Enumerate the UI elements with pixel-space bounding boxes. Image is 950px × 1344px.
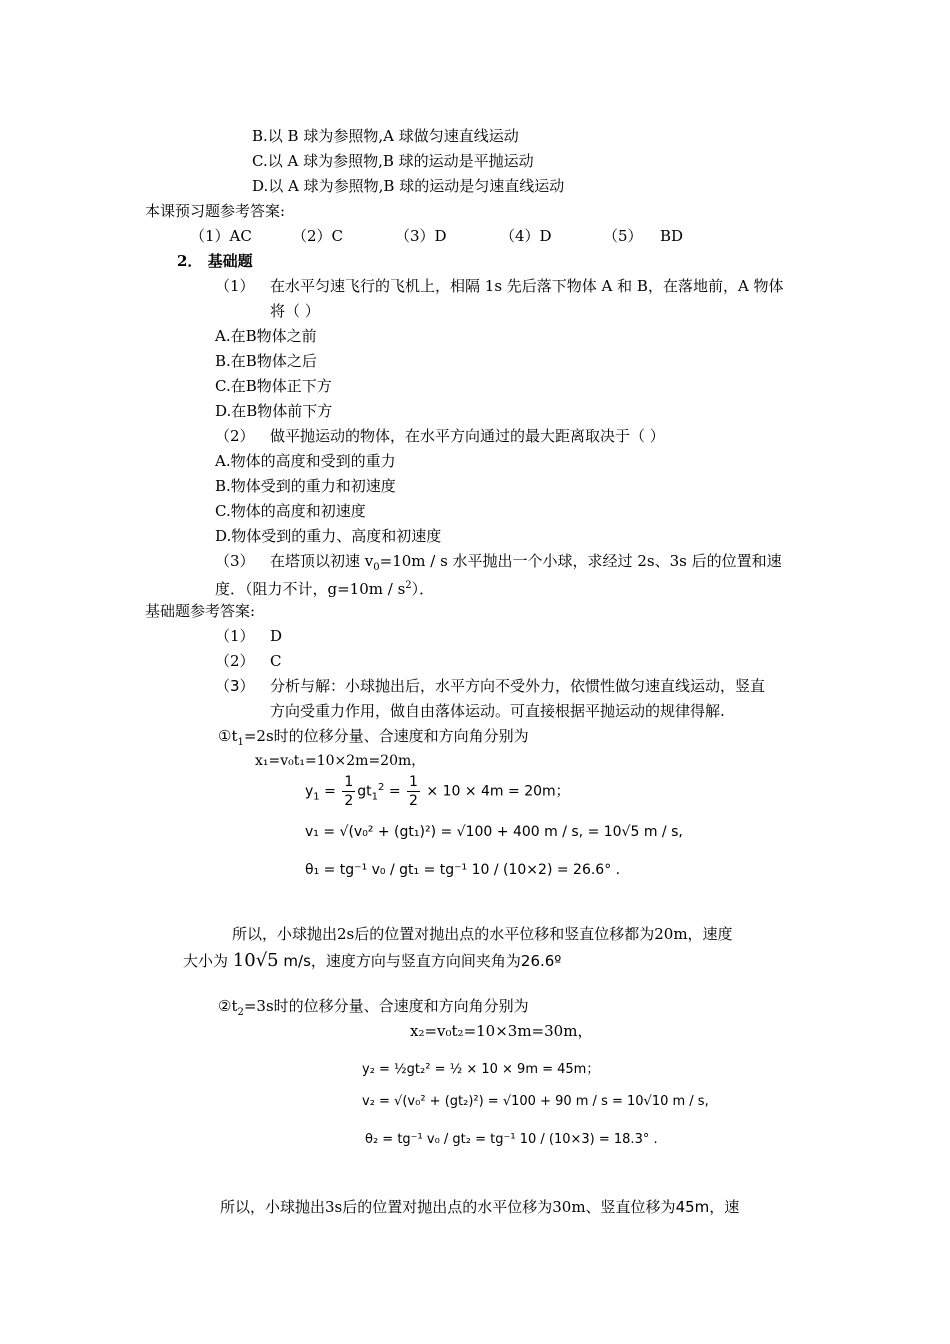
speed-value: 10√5 <box>232 950 279 971</box>
option-b: B.以 B 球为参照物,A 球做匀速直线运动 <box>252 127 519 145</box>
x1-equation: x₁=v₀t₁=10×2m=20m， <box>255 753 426 769</box>
step2-heading: $②t_2=3s$时的位移分量、合速度和方向角分别为 <box>218 997 529 1018</box>
basic-answer-1-value: D <box>270 627 283 645</box>
conclusion-1: 所以，小球抛出2s后的位置对抛出点的水平位移和竖直位移都为20m，速度 <box>232 925 733 943</box>
conclusion-2: 所以，小球抛出3s后的位置对抛出点的水平位移为30m、竖直位移为45m，速 <box>220 1198 740 1216</box>
q2-option-a: A.物体的高度和受到的重力 <box>215 452 396 470</box>
q1-option-b: B.在B物体之后 <box>215 352 317 370</box>
q1-option-c: C.在B物体正下方 <box>215 377 332 395</box>
q3-text-cont: 度．（阻力不计，$g=10m / s^2$）． <box>215 580 435 598</box>
theta1-equation: θ₁ = tg⁻¹ v₀ / gt₁ = tg⁻¹ 10 / (10×2) = 26.6° . <box>305 862 621 878</box>
preview-answers-heading: 本课预习题参考答案: <box>145 202 286 220</box>
basic-answer-2-number: （2） <box>215 652 255 670</box>
preview-answer-4: （4）D <box>500 227 552 245</box>
basic-heading: 2． 基础题 <box>177 252 253 270</box>
q3-number: （3） <box>215 552 255 570</box>
q1-option-d: D.在B物体前下方 <box>215 402 333 420</box>
v1-equation: v₁ = √(v₀² + (gt₁)²) = √100 + 400 m / s, = 10√5 m / s, <box>305 824 683 840</box>
preview-answer-5-value: BD <box>660 227 684 245</box>
basic-answer-3-number: （3） <box>215 677 255 695</box>
q3-text: 在塔顶以初速 $v_0=10m / s$ 水平抛出一个小球，求经过 2s、3s 后的位置和速 <box>270 552 782 573</box>
q1-text: 在水平匀速飞行的飞机上，相隔 1s 先后落下物体 A 和 B，在落地前，A 物体 <box>270 277 784 295</box>
conclusion-1-cont: 大小为 10√5 m/s，速度方向与竖直方向间夹角为26.6º <box>183 950 562 971</box>
q2-number: （2） <box>215 427 255 445</box>
y2-equation: y₂ = ½gt₂² = ½ × 10 × 9m = 45m； <box>362 1062 600 1077</box>
preview-answer-3: （3）D <box>395 227 447 245</box>
q2-option-b: B.物体受到的重力和初速度 <box>215 477 396 495</box>
theta2-equation: θ₂ = tg⁻¹ v₀ / gt₂ = tg⁻¹ 10 / (10×3) = 18.3° . <box>365 1132 658 1147</box>
basic-answers-heading: 基础题参考答案: <box>145 602 256 620</box>
preview-answer-2: （2）C <box>292 227 344 245</box>
x2-equation: x₂=v₀t₂=10×3m=30m， <box>410 1022 593 1040</box>
q1-number: （1） <box>215 277 255 295</box>
option-c: C.以 A 球为参照物,B 球的运动是平抛运动 <box>252 152 534 170</box>
q1-text-cont: 将（ ） <box>270 302 320 320</box>
q2-text: 做平抛运动的物体，在水平方向通过的最大距离取决于（ ） <box>270 427 665 445</box>
preview-answer-5: （5） <box>603 227 643 245</box>
basic-answer-3-text-cont: 方向受重力作用，做自由落体运动。可直接根据平抛运动的规律得解. <box>270 702 725 720</box>
basic-answer-1-number: （1） <box>215 627 255 645</box>
basic-answer-3-text: 分析与解：小球抛出后，水平方向不受外力，依惯性做匀速直线运动，竖直 <box>270 677 766 695</box>
q1-option-a: A.在B物体之前 <box>215 327 317 345</box>
y1-equation: $y_1$ = $\frac{1}{2}$ $gt_1^2$ = $\frac{1}{2}$ × 10 × 4m = 20m； <box>305 774 570 809</box>
q2-option-c: C.物体的高度和初速度 <box>215 502 366 520</box>
q2-option-d: D.物体受到的重力、高度和初速度 <box>215 527 442 545</box>
v2-equation: v₂ = √(v₀² + (gt₂)²) = √100 + 90 m / s = 10√10 m / s, <box>362 1094 709 1109</box>
option-d: D.以 A 球为参照物,B 球的运动是匀速直线运动 <box>252 177 565 195</box>
preview-answer-1: （1）AC <box>190 227 252 245</box>
basic-answer-2-value: C <box>270 652 282 670</box>
step1-heading: $①t_1=2s$时的位移分量、合速度和方向角分别为 <box>218 727 529 748</box>
